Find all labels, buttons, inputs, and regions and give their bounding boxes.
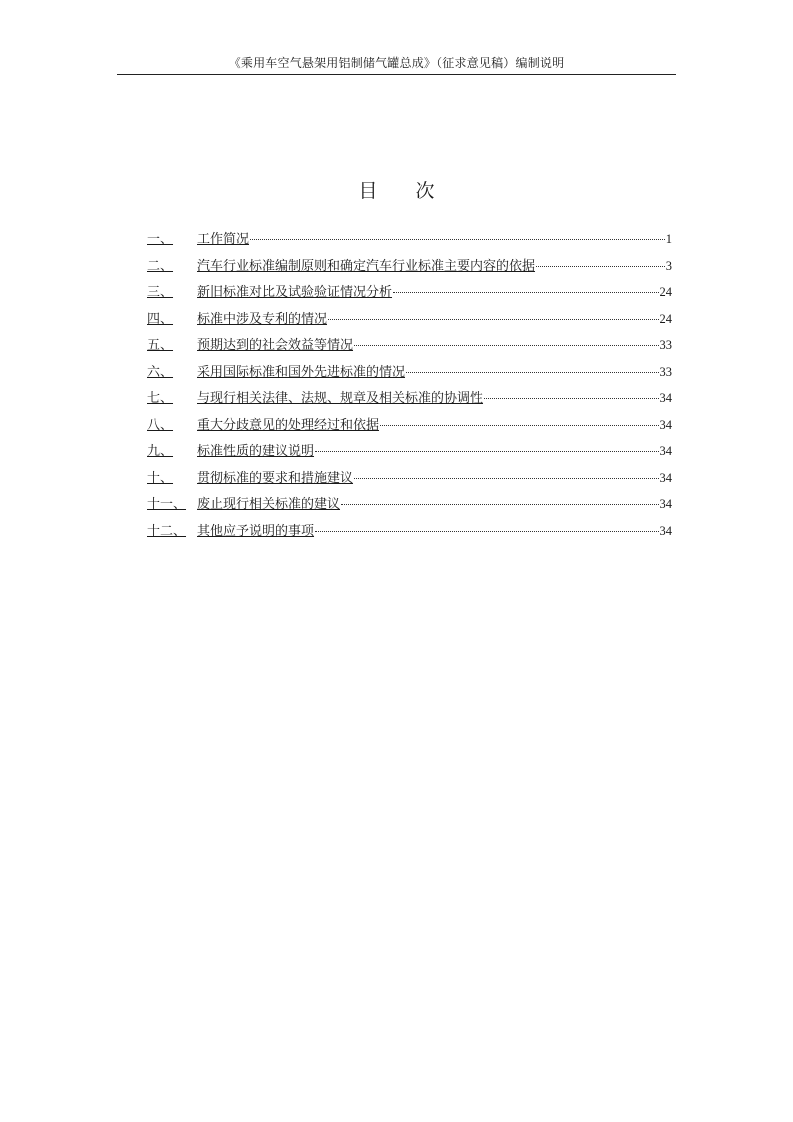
- toc-entry-1[interactable]: [147, 226, 672, 253]
- page-header: [117, 54, 676, 75]
- toc-dot-leader: [484, 384, 658, 399]
- toc-entry-text[interactable]: 废止现行相关标准的建议: [197, 497, 341, 512]
- toc-entry-page: 34: [659, 391, 672, 405]
- toc-entry-9[interactable]: [147, 438, 672, 465]
- toc-entry-page: 34: [659, 444, 672, 458]
- toc-entry-number: 十二、: [147, 523, 187, 539]
- toc-dot-leader: [341, 490, 658, 505]
- toc-dot-leader: [354, 464, 658, 479]
- toc-entry-5[interactable]: [147, 332, 672, 359]
- toc-entry-number: 七、: [147, 391, 174, 406]
- toc-entry-page: 24: [659, 311, 672, 326]
- toc-entry-page: 34: [659, 417, 672, 432]
- toc-entry-number: 十、: [147, 470, 174, 486]
- toc-entry-4[interactable]: [147, 306, 672, 333]
- toc-dot-leader: [250, 225, 665, 240]
- toc-entry-page: 24: [659, 285, 672, 299]
- toc-entry-number: 二、: [147, 258, 174, 274]
- toc-entry-2[interactable]: [147, 253, 672, 280]
- toc-entry-text[interactable]: 工作简况: [197, 232, 250, 247]
- toc-entry-text[interactable]: 其他应予说明的事项: [197, 523, 315, 539]
- toc-entry-page: 33: [659, 364, 672, 379]
- toc-entry-6[interactable]: [147, 359, 672, 386]
- toc-entry-text[interactable]: 标准性质的建议说明: [197, 444, 315, 459]
- toc-dot-leader: [328, 305, 658, 320]
- toc-entry-number: 十一、: [147, 497, 187, 512]
- toc-entry-10[interactable]: [147, 465, 672, 492]
- toc-entry-page: 3: [665, 258, 672, 273]
- toc-entry-12[interactable]: [147, 518, 672, 545]
- toc-dot-leader: [315, 437, 658, 452]
- toc-entry-8[interactable]: [147, 412, 672, 439]
- toc-entry-page: 34: [659, 470, 672, 485]
- page-header-title: 《乘用车空气悬架用铝制储气罐总成》（征求意见稿）编制说明: [228, 56, 565, 70]
- toc-dot-leader: [315, 517, 658, 532]
- toc-dot-leader: [536, 252, 665, 267]
- toc-entry-number: 六、: [147, 364, 174, 380]
- toc-dot-leader: [406, 358, 658, 373]
- toc-entry-text[interactable]: 与现行相关法律、法规、规章及相关标准的协调性: [197, 391, 484, 406]
- toc-dot-leader: [354, 331, 658, 346]
- toc-entry-number: 一、: [147, 232, 174, 247]
- toc-entry-number: 三、: [147, 285, 174, 300]
- toc-entry-11[interactable]: [147, 491, 672, 518]
- toc-entry-text[interactable]: 标准中涉及专利的情况: [197, 311, 328, 327]
- toc-entry-number: 五、: [147, 338, 174, 353]
- toc-entry-page: 1: [665, 232, 672, 246]
- toc-entry-text[interactable]: 预期达到的社会效益等情况: [197, 338, 354, 353]
- toc-entry-text[interactable]: 贯彻标准的要求和措施建议: [197, 470, 354, 486]
- toc-entry-page: 34: [659, 497, 672, 511]
- toc-entry-number: 九、: [147, 444, 174, 459]
- toc-entry-number: 八、: [147, 417, 174, 433]
- toc-dot-leader: [393, 278, 658, 293]
- toc-entry-text[interactable]: 采用国际标准和国外先进标准的情况: [197, 364, 406, 380]
- toc-title: 目 次: [358, 180, 451, 202]
- toc-entry-7[interactable]: [147, 385, 672, 412]
- toc-entry-text[interactable]: 新旧标准对比及试验验证情况分析: [197, 285, 393, 300]
- toc-entry-text[interactable]: 汽车行业标准编制原则和确定汽车行业标准主要内容的依据: [197, 258, 536, 274]
- toc-dot-leader: [380, 411, 658, 426]
- toc-entry-page: 33: [659, 338, 672, 352]
- toc-list: [147, 226, 672, 544]
- toc-entry-text[interactable]: 重大分歧意见的处理经过和依据: [197, 417, 380, 433]
- toc-entry-3[interactable]: [147, 279, 672, 306]
- toc-entry-number: 四、: [147, 311, 174, 327]
- toc-entry-page: 34: [659, 523, 672, 538]
